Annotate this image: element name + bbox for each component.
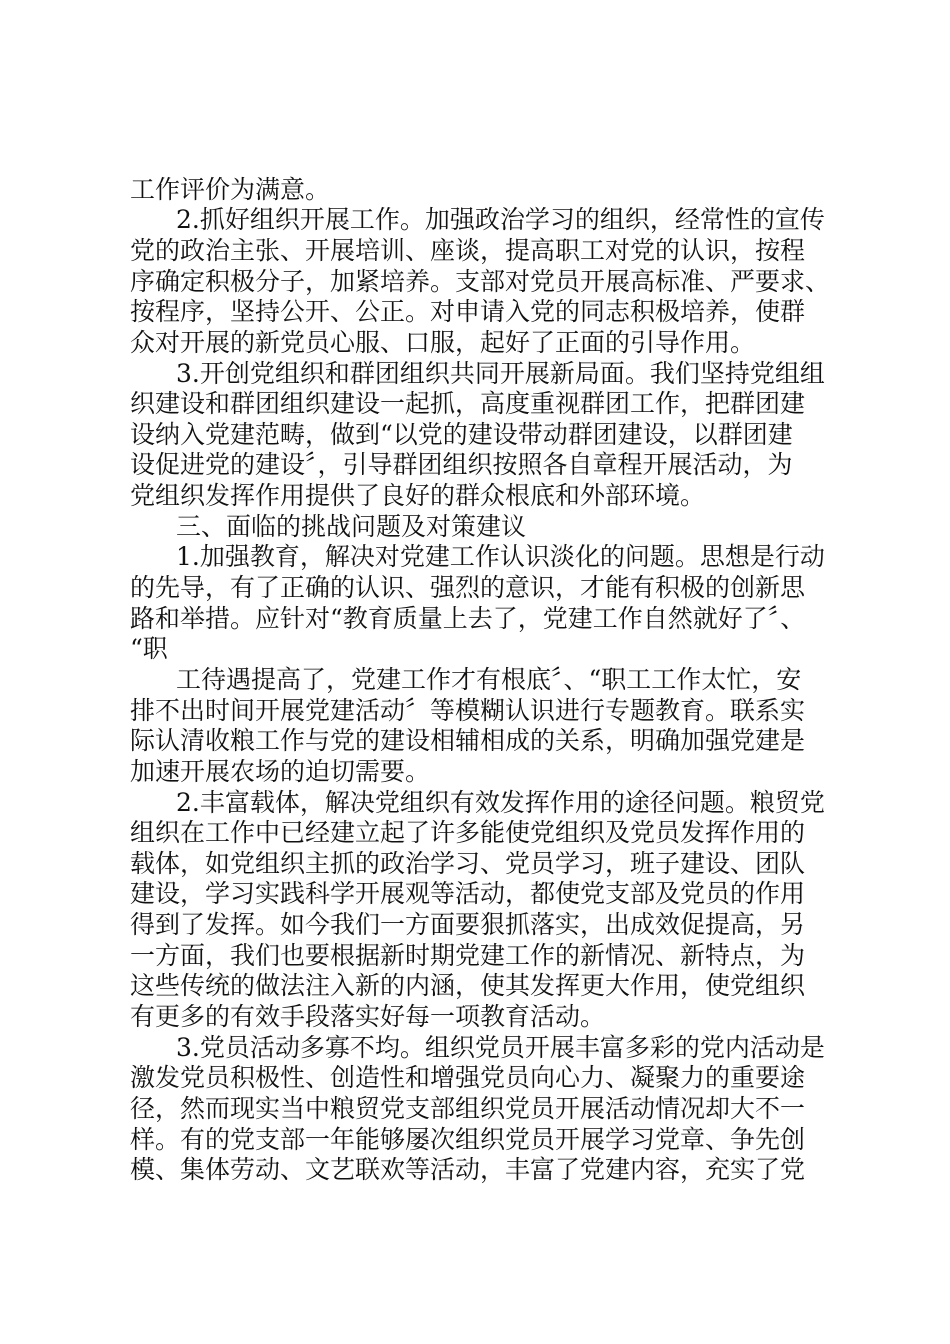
paragraph-start: 2.丰富载体，解决党组织有效发挥作用的途径问题。粮贸党 — [176, 788, 825, 817]
text-line: 得到了发挥。如今我们一方面要狠抓落实，出成效促提高，另 — [130, 910, 806, 939]
text-line: 模、集体劳动、文艺联欢等活动，丰富了党建内容，充实了党 — [130, 1155, 806, 1184]
text-line: 有更多的有效手段落实好每一项教育活动。 — [130, 1002, 606, 1031]
text-line: 这些传统的做法注入新的内涵，使其发挥更大作用，使党组织 — [130, 971, 806, 1000]
section-heading: 三、面临的挑战问题及对策建议 — [176, 512, 527, 541]
text-line: 路和举措。应针对“教育质量上去了，党建工作自然就好了〞、 — [130, 604, 806, 633]
text-line: 织建设和群团组织建设一起抓，高度重视群团工作，把群团建 — [130, 389, 806, 418]
text-line: 众对开展的新党员心服、口服，起好了正面的引导作用。 — [130, 328, 756, 357]
paragraph-start: 2.抓好组织开展工作。加强政治学习的组织，经常性的宣传 — [176, 205, 825, 234]
text-line: 设纳入党建范畴，做到“以党的建设带动群团建设，以群团建 — [130, 420, 793, 449]
text-line: 建设，学习实践科学开展观等活动，都使党支部及党员的作用 — [130, 879, 806, 908]
text-line: 工作评价为满意。 — [130, 175, 331, 204]
text-line: 一方面，我们也要根据新时期党建工作的新情况、新特点，为 — [130, 941, 806, 970]
paragraph-start: 工待遇提高了，党建工作才有根底〞、“职工工作太忙，安 — [176, 665, 802, 694]
text-line: 序确定积极分子，加紧培养。支部对党员开展高标准、严要求、 — [130, 267, 831, 296]
text-line: 加速开展农场的迫切需要。 — [130, 757, 431, 786]
text-line: 样。有的党支部一年能够屡次组织党员开展学习党章、争先创 — [130, 1125, 806, 1154]
text-line: 载体，如党组织主抓的政治学习、党员学习，班子建设、团队 — [130, 849, 806, 878]
text-line: 党组织发挥作用提供了良好的群众根底和外部环境。 — [130, 481, 706, 510]
text-line: 排不出时间开展党建活动〞等模糊认识进行专题教育。联系实 — [130, 696, 806, 725]
paragraph-start: 3.开创党组织和群团组织共同开展新局面。我们坚持党组组 — [176, 359, 825, 388]
paragraph-start: 1.加强教育，解决对党建工作认识淡化的问题。思想是行动 — [176, 542, 825, 571]
text-line: “职 — [130, 634, 168, 663]
text-line: 按程序，坚持公开、公正。对申请入党的同志积极培养，使群 — [130, 297, 806, 326]
text-line: 径，然而现实当中粮贸党支部组织党员开展活动情况却大不一 — [130, 1094, 806, 1123]
text-line: 设促进党的建设〞，引导群团组织按照各自章程开展活动，为 — [130, 450, 793, 479]
text-line: 组织在工作中已经建立起了许多能使党组织及党员发挥作用的 — [130, 818, 806, 847]
text-line: 党的政治主张、开展培训、座谈，提高职工对党的认识，按程 — [130, 236, 806, 265]
text-line: 激发党员积极性、创造性和增强党员向心力、凝聚力的重要途 — [130, 1063, 806, 1092]
text-line: 的先导，有了正确的认识、强烈的意识，才能有积极的创新思 — [130, 573, 806, 602]
text-line: 际认清收粮工作与党的建设相辅相成的关系，明确加强党建是 — [130, 726, 806, 755]
paragraph-start: 3.党员活动多寡不均。组织党员开展丰富多彩的党内活动是 — [176, 1033, 825, 1062]
